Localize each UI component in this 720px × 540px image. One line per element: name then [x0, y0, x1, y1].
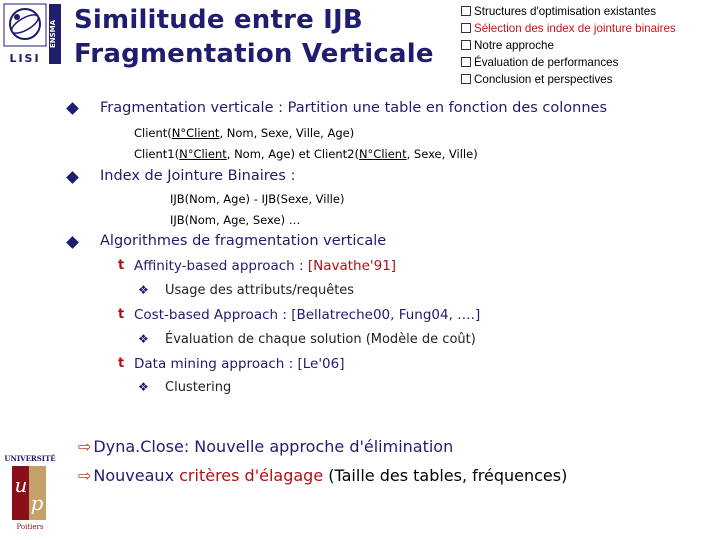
outline-item: Structures d'optimisation existantes: [461, 3, 676, 20]
diamond-bullet-icon: [66, 102, 79, 115]
checkbox-icon: [461, 23, 471, 33]
logo-text: LISI: [9, 52, 41, 65]
check-diamond-icon: ❖: [138, 332, 149, 346]
algo-affinity-detail: Usage des attributs/requêtes: [165, 283, 355, 298]
check-diamond-icon: ❖: [138, 283, 149, 297]
title-line-1: Similitude entre IJB: [74, 5, 363, 35]
checkbox-icon: [461, 74, 471, 84]
ijb-line-2: IJB(Nom, Age, Sexe) …: [170, 213, 301, 227]
outline-item: Conclusion et perspectives: [461, 71, 676, 88]
algo-affinity: Affinity-based approach : [Navathe'91]: [134, 258, 397, 274]
outline-item: Notre approche: [461, 37, 676, 54]
conclusion-line-2: ⇨ Nouveaux critères d'élagage (Taille des tables, fréquences): [78, 466, 568, 485]
t-bullet-icon: t: [118, 258, 125, 273]
logo-top-text: UNIVERSITÉ: [4, 454, 56, 463]
logo-bottom-text: Poitiers: [16, 523, 44, 531]
logo-side-text: ENSMA: [49, 19, 57, 49]
outline-item-active: Sélection des index de jointure binaires: [461, 20, 676, 37]
diamond-bullet-icon: [66, 171, 79, 184]
bullet-ijb: Index de Jointure Binaires :: [100, 168, 296, 184]
checkbox-icon: [461, 57, 471, 67]
diamond-bullet-icon: [66, 236, 79, 249]
lisi-logo: [4, 4, 62, 66]
client-schema: Client(N°Client, Nom, Sexe, Ville, Age): [134, 126, 355, 140]
algo-cost: Cost-based Approach : [Bellatreche00, Fung04, ….]: [134, 307, 481, 323]
algo-datamining: Data mining approach : [Le'06]: [134, 356, 345, 372]
t-bullet-icon: t: [118, 307, 125, 322]
checkbox-icon: [461, 6, 471, 16]
outline: [461, 3, 676, 88]
t-bullet-icon: t: [118, 356, 125, 371]
title-line-2: Fragmentation Verticale: [74, 39, 434, 69]
algo-datamining-detail: Clustering: [165, 380, 232, 395]
svg-text:u: u: [14, 473, 28, 497]
university-logo: [4, 452, 56, 532]
checkbox-icon: [461, 40, 471, 50]
check-diamond-icon: ❖: [138, 380, 149, 394]
client-split-schema: Client1(N°Client, Nom, Age) et Client2(N°Client, Sexe, Ville): [134, 147, 478, 161]
ijb-line-1: IJB(Nom, Age) - IJB(Sexe, Ville): [170, 192, 345, 206]
svg-text:p: p: [30, 491, 44, 515]
outline-item: Évaluation de performances: [461, 54, 676, 71]
bullet-fragmentation: Fragmentation verticale : Partition une table en fonction des colonnes: [100, 100, 608, 116]
page-title: [74, 3, 434, 71]
bullet-algorithms: Algorithmes de fragmentation verticale: [100, 233, 387, 249]
arrow-right-icon: ⇨: [78, 437, 92, 456]
algo-cost-detail: Évaluation de chaque solution (Modèle de coût): [165, 332, 476, 347]
arrow-right-icon: ⇨: [78, 466, 92, 485]
conclusion-line-1: ⇨ Dyna.Close: Nouvelle approche d'élimination: [78, 437, 454, 456]
